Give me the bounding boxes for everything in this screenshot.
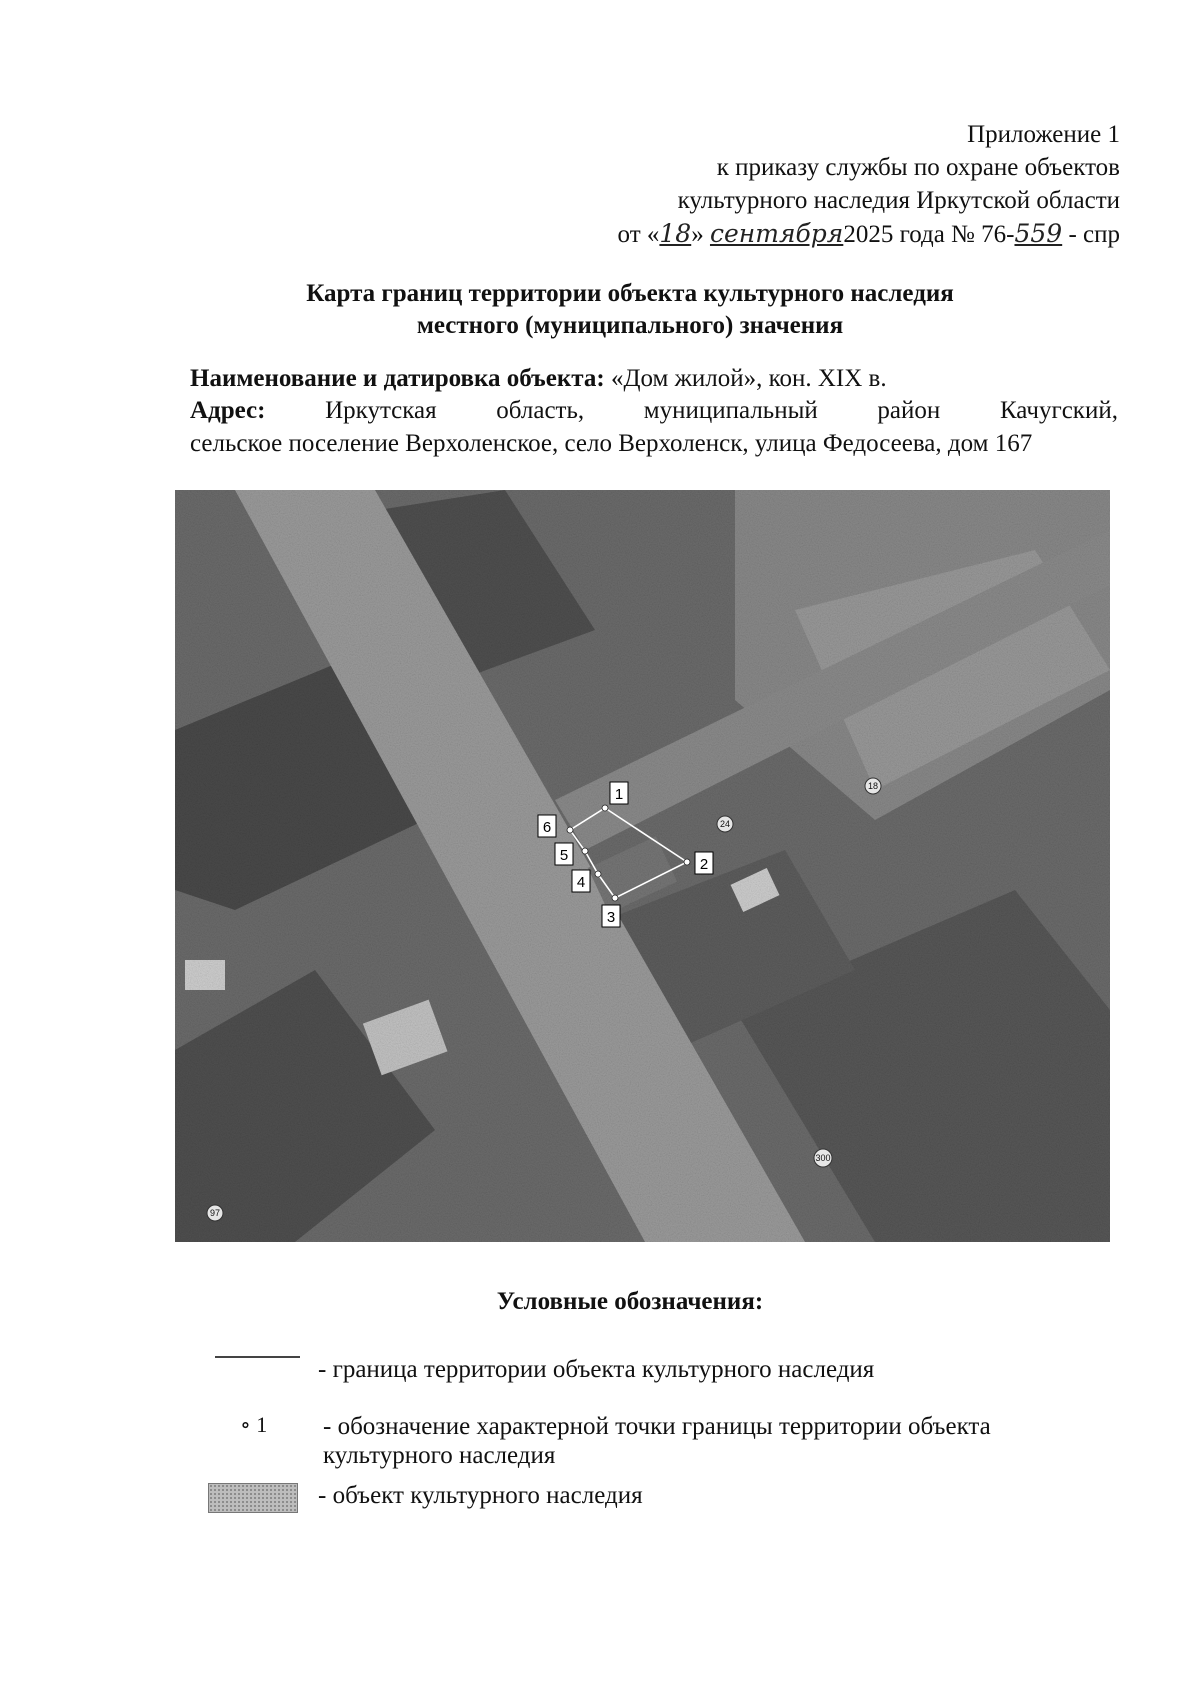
legend-boundary-swatch <box>215 1356 300 1358</box>
legend-boundary-text: - граница территории объекта культурного наследия <box>318 1356 875 1383</box>
appendix-header <box>618 118 1120 251</box>
point-label-2: 2 <box>699 856 709 873</box>
appendix-line-3: культурного наследия Иркутской области <box>677 187 1120 214</box>
boundary-point <box>612 895 618 901</box>
point-label-1: 1 <box>614 786 624 803</box>
boundary-point <box>602 805 608 811</box>
legend-object-text: - объект культурного наследия <box>318 1482 643 1509</box>
parcel-label: 24 <box>719 819 731 829</box>
appendix-date-line: от «18» сентября2025 года № 76-559 - спр <box>617 219 1120 248</box>
object-address-line-2: сельское поселение Верхоленское, село Верхоленск, улица Федосеева, дом 167 <box>190 430 1033 457</box>
point-marker-icon: ∘ <box>240 1412 251 1437</box>
parcel-label: 300 <box>815 1153 831 1163</box>
boundary-point <box>595 871 601 877</box>
appendix-line-1: Приложение 1 <box>967 121 1120 148</box>
legend-point-text: - обозначение характерной точки границы территории объекта культурного наследия <box>323 1413 991 1469</box>
object-name: Наименование и датировка объекта: «Дом жилой», кон. XIX в. <box>190 365 887 392</box>
satellite-map <box>175 490 1110 1242</box>
boundary-point <box>684 859 690 865</box>
point-label-6: 6 <box>542 819 552 836</box>
legend-point-symbol: ∘ 1 <box>240 1412 268 1437</box>
appendix-line-2: к приказу службы по охране объектов <box>716 154 1120 181</box>
parcel-label: 97 <box>209 1208 221 1218</box>
legend-title: Условные обозначения: <box>496 1288 764 1315</box>
point-label-5: 5 <box>559 847 569 864</box>
legend-object-swatch <box>208 1483 298 1513</box>
object-address-line-1: Адрес: Иркутская область, муниципальный район Качугский, <box>190 397 1118 424</box>
document-title: Карта границ территории объекта культурного наследия местного (муниципального) значения <box>306 280 954 339</box>
date-day: 18 <box>659 219 692 248</box>
boundary-point <box>567 827 573 833</box>
date-month: сентября <box>709 219 844 248</box>
point-label-4: 4 <box>576 874 586 891</box>
boundary-point <box>582 848 588 854</box>
parcel-label: 18 <box>867 781 879 791</box>
point-label-3: 3 <box>606 909 616 926</box>
order-number: 559 <box>1014 219 1063 248</box>
